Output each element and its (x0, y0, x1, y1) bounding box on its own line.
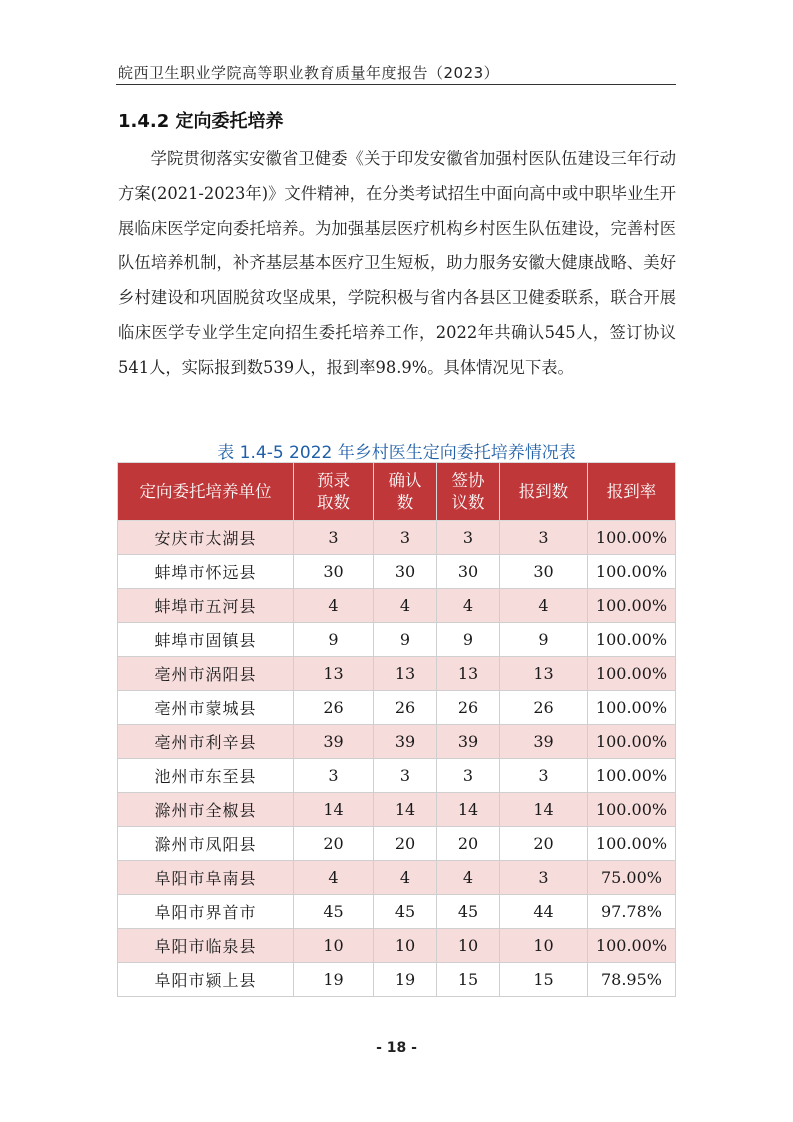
section-title: 1.4.2 定向委托培养 (118, 111, 284, 132)
cell-unit: 亳州市利辛县 (118, 725, 294, 759)
cell-report-rate: 100.00% (588, 623, 676, 657)
cell-unit: 滁州市全椒县 (118, 793, 294, 827)
cell-report-rate: 100.00% (588, 725, 676, 759)
cell-signed: 9 (437, 623, 500, 657)
running-header: 皖西卫生职业学院高等职业教育质量年度报告（2023） (118, 64, 500, 82)
cell-reported: 13 (500, 657, 588, 691)
cell-signed: 45 (437, 895, 500, 929)
cell-pre-admitted: 39 (294, 725, 374, 759)
cell-signed: 26 (437, 691, 500, 725)
cell-reported: 3 (500, 861, 588, 895)
cell-pre-admitted: 9 (294, 623, 374, 657)
page-number: - 18 - (376, 1040, 417, 1056)
cell-confirmed: 30 (374, 555, 437, 589)
cell-confirmed: 9 (374, 623, 437, 657)
cell-confirmed: 3 (374, 521, 437, 555)
table-row (118, 759, 676, 793)
table-row (118, 861, 676, 895)
cell-reported: 20 (500, 827, 588, 861)
cell-unit: 亳州市蒙城县 (118, 691, 294, 725)
table-row (118, 691, 676, 725)
table-row (118, 895, 676, 929)
table-row (118, 725, 676, 759)
cell-unit: 阜阳市阜南县 (118, 861, 294, 895)
cell-report-rate: 78.95% (588, 963, 676, 997)
cell-unit: 滁州市凤阳县 (118, 827, 294, 861)
cell-reported: 4 (500, 589, 588, 623)
cell-pre-admitted: 26 (294, 691, 374, 725)
table-caption: 表 1.4-5 2022 年乡村医生定向委托培养情况表 (217, 443, 576, 463)
cell-signed: 4 (437, 861, 500, 895)
cell-confirmed: 26 (374, 691, 437, 725)
cell-unit: 阜阳市临泉县 (118, 929, 294, 963)
cell-signed: 20 (437, 827, 500, 861)
header-signed: 签协议数 (437, 463, 500, 521)
table-row (118, 623, 676, 657)
cell-confirmed: 19 (374, 963, 437, 997)
cell-pre-admitted: 45 (294, 895, 374, 929)
table-row (118, 589, 676, 623)
cell-signed: 4 (437, 589, 500, 623)
table-row (118, 827, 676, 861)
cell-reported: 39 (500, 725, 588, 759)
cell-pre-admitted: 30 (294, 555, 374, 589)
cell-confirmed: 4 (374, 861, 437, 895)
header-confirmed: 确认数 (374, 463, 437, 521)
cell-report-rate: 75.00% (588, 861, 676, 895)
cell-report-rate: 100.00% (588, 691, 676, 725)
cell-report-rate: 100.00% (588, 759, 676, 793)
cell-pre-admitted: 4 (294, 861, 374, 895)
cell-reported: 3 (500, 521, 588, 555)
cell-reported: 14 (500, 793, 588, 827)
cell-pre-admitted: 14 (294, 793, 374, 827)
cell-pre-admitted: 4 (294, 589, 374, 623)
cell-report-rate: 97.78% (588, 895, 676, 929)
cell-reported: 30 (500, 555, 588, 589)
cell-pre-admitted: 3 (294, 759, 374, 793)
cell-pre-admitted: 13 (294, 657, 374, 691)
table-header-row (118, 463, 676, 521)
header-pre-admitted: 预录取数 (294, 463, 374, 521)
cell-reported: 44 (500, 895, 588, 929)
placement-table (117, 462, 676, 997)
table-row (118, 793, 676, 827)
cell-unit: 蚌埠市五河县 (118, 589, 294, 623)
cell-pre-admitted: 3 (294, 521, 374, 555)
table-row (118, 657, 676, 691)
table-row (118, 963, 676, 997)
cell-report-rate: 100.00% (588, 589, 676, 623)
cell-confirmed: 14 (374, 793, 437, 827)
cell-unit: 阜阳市界首市 (118, 895, 294, 929)
header-reported: 报到数 (500, 463, 588, 521)
cell-pre-admitted: 20 (294, 827, 374, 861)
table-row (118, 929, 676, 963)
cell-reported: 10 (500, 929, 588, 963)
cell-unit: 亳州市涡阳县 (118, 657, 294, 691)
cell-unit: 蚌埠市固镇县 (118, 623, 294, 657)
cell-reported: 9 (500, 623, 588, 657)
header-rule (116, 84, 676, 85)
cell-report-rate: 100.00% (588, 521, 676, 555)
cell-signed: 3 (437, 521, 500, 555)
cell-confirmed: 45 (374, 895, 437, 929)
cell-confirmed: 4 (374, 589, 437, 623)
cell-signed: 15 (437, 963, 500, 997)
cell-unit: 池州市东至县 (118, 759, 294, 793)
cell-reported: 15 (500, 963, 588, 997)
cell-unit: 蚌埠市怀远县 (118, 555, 294, 589)
cell-signed: 10 (437, 929, 500, 963)
cell-confirmed: 13 (374, 657, 437, 691)
cell-confirmed: 3 (374, 759, 437, 793)
cell-unit: 阜阳市颍上县 (118, 963, 294, 997)
header-report-rate: 报到率 (588, 463, 676, 521)
body-paragraph-block (118, 142, 676, 386)
cell-report-rate: 100.00% (588, 929, 676, 963)
cell-pre-admitted: 10 (294, 929, 374, 963)
table-row (118, 521, 676, 555)
cell-confirmed: 20 (374, 827, 437, 861)
cell-report-rate: 100.00% (588, 555, 676, 589)
cell-unit: 安庆市太湖县 (118, 521, 294, 555)
cell-pre-admitted: 19 (294, 963, 374, 997)
cell-signed: 3 (437, 759, 500, 793)
cell-report-rate: 100.00% (588, 827, 676, 861)
header-unit: 定向委托培养单位 (118, 463, 294, 521)
body-paragraph: 学院贯彻落实安徽省卫健委《关于印发安徽省加强村医队伍建设三年行动方案(2021-2023年)》文件精神，在分类考试招生中面向高中或中职毕业生开展临床医学定向委托培养。为加强基层医疗机构乡村医生队伍建设，完善村医队伍培养机制，补齐基层基本医疗卫生短板，助力服务安徽大健康战略、美好乡村建设和巩固脱贫攻坚成果，学院积极与省内各县区卫健委联系，联合开展临床医学专业学生定向招生委托培养工作，2022年共确认545人，签订协议541人，实际报到数539人，报到率98.9%。具体情况见下表。 (118, 149, 676, 377)
cell-reported: 3 (500, 759, 588, 793)
cell-report-rate: 100.00% (588, 793, 676, 827)
cell-signed: 39 (437, 725, 500, 759)
cell-signed: 13 (437, 657, 500, 691)
table-row (118, 555, 676, 589)
cell-signed: 14 (437, 793, 500, 827)
cell-confirmed: 10 (374, 929, 437, 963)
cell-report-rate: 100.00% (588, 657, 676, 691)
cell-reported: 26 (500, 691, 588, 725)
cell-confirmed: 39 (374, 725, 437, 759)
cell-signed: 30 (437, 555, 500, 589)
